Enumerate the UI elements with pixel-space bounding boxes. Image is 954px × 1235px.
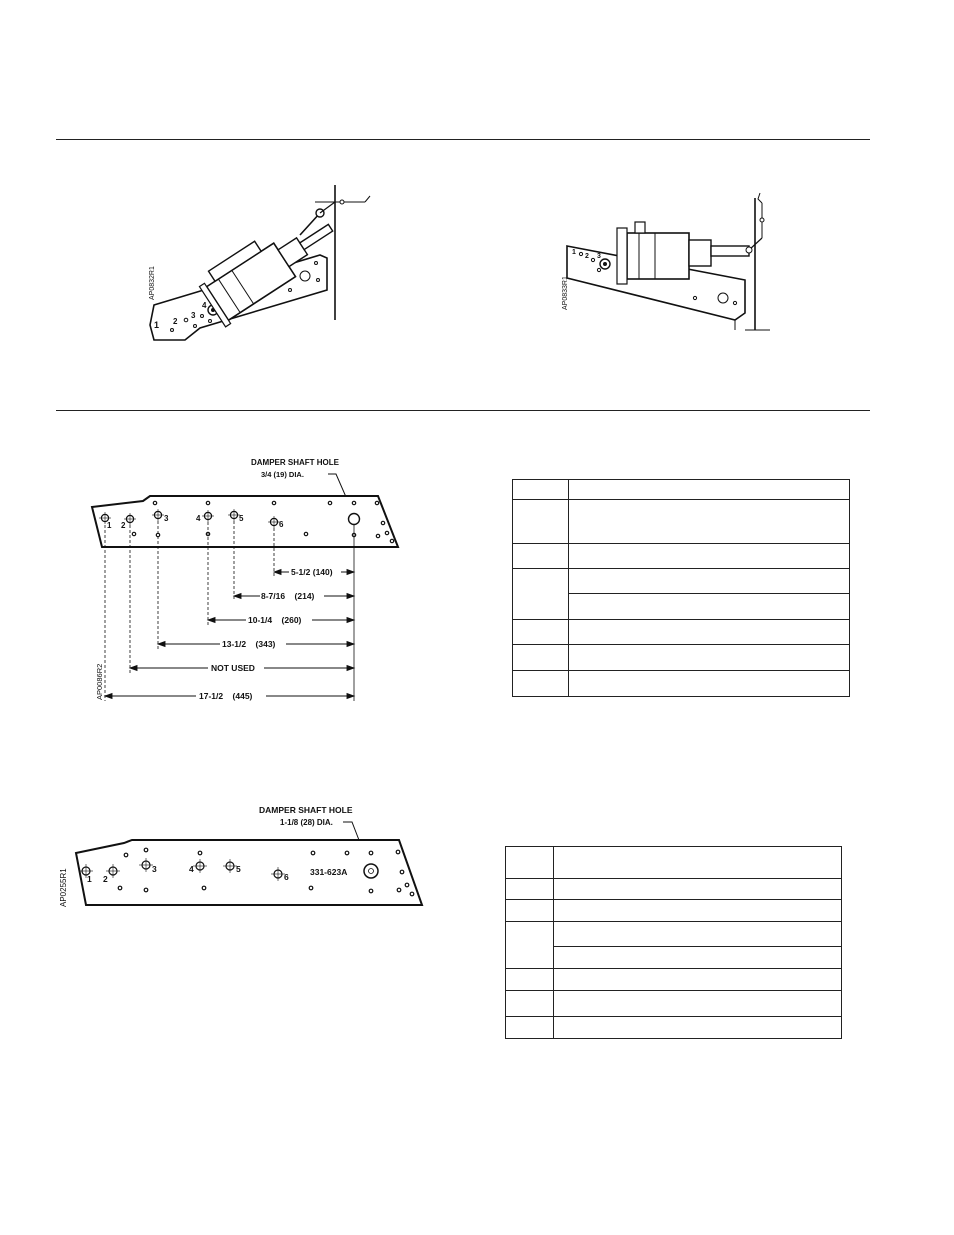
table-row (506, 991, 842, 1017)
hole-label-4: 4 (189, 864, 194, 874)
dimension-10-1-4: 10-1/4 (260) (248, 615, 302, 625)
dimension-5-1-2: 5-1/2 (140) (291, 567, 333, 577)
table-cell (513, 620, 569, 645)
table-cell (554, 847, 842, 879)
hole-label-6: 6 (284, 872, 289, 882)
middle-divider-rule (56, 410, 870, 411)
table-row (513, 569, 850, 594)
table-cell (513, 480, 569, 500)
dimension-13-1-2: 13-1/2 (343) (222, 639, 276, 649)
table-cell (506, 900, 554, 922)
table-row (506, 1017, 842, 1039)
top-divider-rule (56, 139, 870, 140)
dimension-17-1-2: 17-1/2 (445) (199, 691, 253, 701)
hole-label-2: 2 (585, 253, 589, 260)
table-row (506, 879, 842, 900)
hole-label-1: 1 (572, 249, 576, 256)
table-cell (506, 879, 554, 900)
hole-label-2: 2 (121, 521, 126, 530)
table-cell (506, 847, 554, 879)
table-cell (513, 569, 569, 620)
table-cell (569, 671, 850, 697)
table-cell (569, 594, 850, 620)
hole-label-5: 5 (239, 514, 244, 523)
table-cell (554, 969, 842, 991)
damper-shaft-hole-size: 1-1/8 (28) DIA. (280, 818, 333, 827)
table-row (506, 969, 842, 991)
table-row (506, 900, 842, 922)
damper-shaft-hole-title: DAMPER SHAFT HOLE (259, 805, 353, 815)
table-cell (513, 500, 569, 544)
table-row (506, 922, 842, 947)
hole-label-6: 6 (279, 520, 284, 529)
hole-label-1: 1 (87, 874, 92, 884)
figure-code-label: AP0833R1 (562, 276, 569, 310)
table-cell (554, 900, 842, 922)
hole-label-4: 4 (196, 514, 201, 523)
table-cell (569, 500, 850, 544)
table-row (513, 544, 850, 569)
table-cell (513, 645, 569, 671)
table-header-row (513, 480, 850, 500)
figure-code-label: AP0832R1 (149, 266, 156, 300)
table-cell (513, 544, 569, 569)
table-cell (554, 879, 842, 900)
table-cell (506, 1017, 554, 1039)
hole-label-2: 2 (103, 874, 108, 884)
table-cell (569, 645, 850, 671)
dimension-not-used: NOT USED (211, 663, 255, 673)
damper-shaft-hole-size: 3/4 (19) DIA. (261, 470, 304, 479)
table-cell (569, 569, 850, 594)
table-cell (554, 947, 842, 969)
table-row (506, 947, 842, 969)
damper-shaft-hole-title: DAMPER SHAFT HOLE (251, 458, 339, 467)
part-number-label: 331-623A (310, 867, 348, 877)
figure-actuator-bracket-right (555, 188, 785, 338)
table-header-row (506, 847, 842, 879)
hole-label-3: 3 (191, 311, 196, 320)
hole-label-1: 1 (107, 521, 112, 530)
figure-bracket-dimensions (88, 455, 408, 705)
table-row (513, 620, 850, 645)
table-row (513, 671, 850, 697)
bracket-table-b (505, 846, 842, 1039)
table-cell (569, 480, 850, 500)
table-cell (554, 922, 842, 947)
table-row (513, 500, 850, 544)
hole-label-2: 2 (173, 317, 178, 326)
table-cell (506, 922, 554, 969)
figure-bracket-b (54, 800, 434, 915)
hole-label-3: 3 (164, 514, 169, 523)
hole-label-3: 3 (597, 253, 601, 260)
table-cell (569, 544, 850, 569)
hole-label-3: 3 (152, 864, 157, 874)
table-row (513, 645, 850, 671)
hole-label-5: 5 (236, 864, 241, 874)
hole-label-4: 4 (202, 301, 207, 310)
table-cell (569, 620, 850, 645)
bracket-table-a (512, 479, 850, 697)
table-cell (554, 991, 842, 1017)
dimension-8-7-16: 8-7/16 (214) (261, 591, 315, 601)
table-cell (506, 991, 554, 1017)
table-cell (506, 969, 554, 991)
figure-code-label: AP0255R1 (59, 868, 68, 907)
table-cell (513, 671, 569, 697)
table-cell (554, 1017, 842, 1039)
hole-label-1: 1 (154, 320, 160, 330)
figure-actuator-bracket-left (140, 180, 380, 350)
figure-code-label: AP0086R2 (95, 663, 104, 700)
